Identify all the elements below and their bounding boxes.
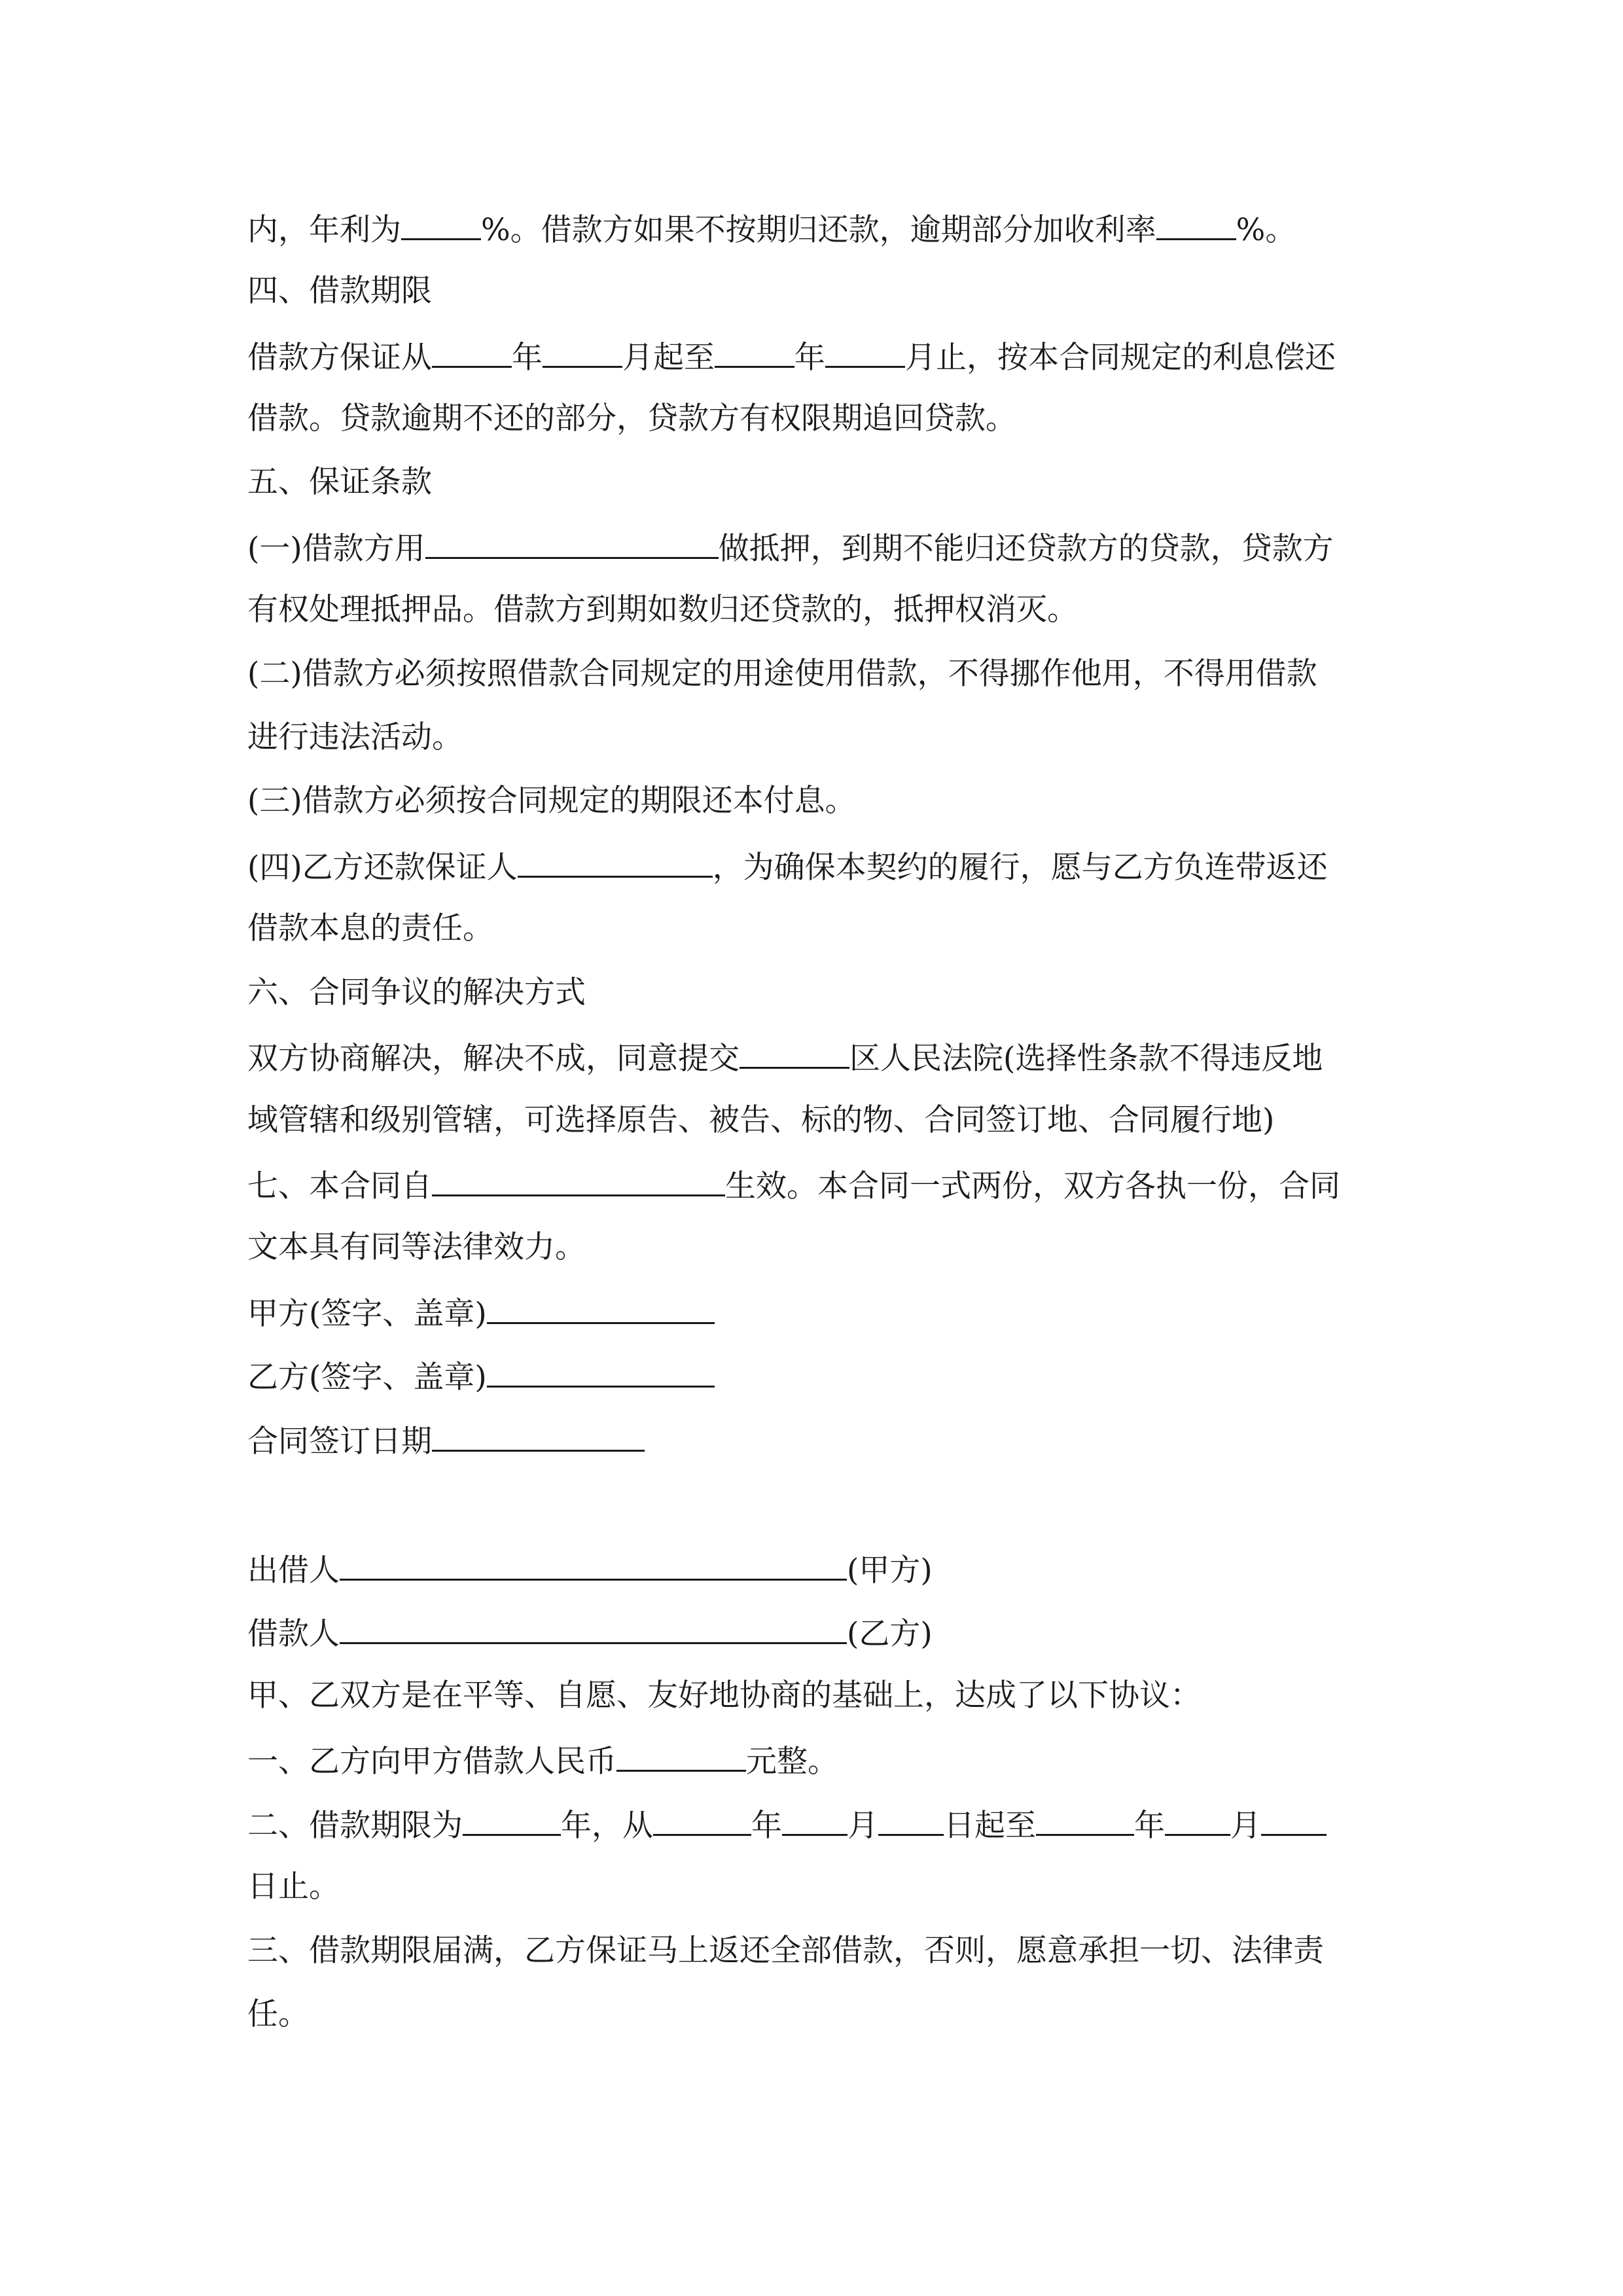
section-heading-guarantee: 五、保证条款 [247, 464, 432, 500]
start-month-blank [543, 336, 622, 368]
clause-court: 双方协商解决，解决不成，同意提交 区人民法院(选择性条款不得违反地 [247, 1037, 1323, 1079]
court-district-blank [740, 1037, 849, 1069]
to-month-blank [1165, 1804, 1230, 1836]
clause-loan-use: (二)借款方必须按照借款合同规定的用途使用借款，不得挪作他用，不得用借款 [247, 656, 1317, 692]
to-year-blank [1036, 1804, 1134, 1836]
overdue-rate-blank [1156, 208, 1236, 240]
paragraph-line: 文本具有同等法律效力。 [247, 1229, 586, 1265]
paragraph-line: 借款本息的责任。 [247, 910, 493, 946]
from-year-blank [653, 1804, 751, 1836]
clause-collateral: (一)借款方用 做抵押，到期不能归还贷款方的贷款，贷款方 [247, 527, 1334, 569]
to-day-blank [1261, 1804, 1327, 1836]
borrower-name-blank [340, 1612, 847, 1644]
end-year-blank [715, 336, 794, 368]
end-month-blank [825, 336, 905, 368]
from-day-blank [878, 1804, 944, 1836]
collateral-blank [425, 527, 719, 559]
loan-amount-blank [616, 1740, 746, 1772]
agreement-intro: 甲、乙双方是在平等、自愿、友好地协商的基础上，达成了以下协议： [247, 1677, 1201, 1713]
paragraph-line: 进行违法活动。 [247, 719, 463, 755]
paragraph-line: 域管辖和级别管辖，可选择原告、被告、标的物、合同签订地、合同履行地) [247, 1102, 1275, 1138]
clause-interest-rate: 内，年利为 %。借款方如果不按期归还款，逾期部分加收利率 %。 [247, 208, 1296, 250]
paragraph-line: 任。 [247, 1996, 309, 2032]
interest-rate-blank [401, 208, 481, 240]
section-heading-disputes: 六、合同争议的解决方式 [247, 975, 586, 1011]
clause-repay-on-time: (三)借款方必须按合同规定的期限还本付息。 [247, 783, 856, 819]
borrower-line: 借款人 (乙方) [247, 1612, 933, 1654]
section-heading-loan-term: 四、借款期限 [247, 273, 432, 309]
party-b-signature-blank [487, 1355, 715, 1388]
lender-line: 出借人 (甲方) [247, 1549, 933, 1590]
guarantor-blank [518, 846, 713, 878]
party-b-signature: 乙方(签字、盖章) [247, 1355, 715, 1397]
clause-return-loan: 三、借款期限届满，乙方保证马上返还全部借款，否则，愿意承担一切、法律责 [247, 1933, 1324, 1969]
clause-loan-amount: 一、乙方向甲方借款人民币 元整。 [247, 1740, 838, 1782]
period-years-blank [463, 1804, 561, 1836]
signing-date-blank [432, 1420, 645, 1452]
party-a-signature: 甲方(签字、盖章) [247, 1292, 715, 1334]
effective-date-blank [432, 1164, 725, 1196]
clause-effective: 七、本合同自 生效。本合同一式两份，双方各执一份，合同 [247, 1164, 1340, 1206]
clause-repayment-period: 借款方保证从 年 月起至 年 月止，按本合同规定的利息偿还 [247, 336, 1336, 378]
signing-date: 合同签订日期 [247, 1420, 645, 1462]
start-year-blank [432, 336, 512, 368]
paragraph-line: 借款。贷款逾期不还的部分，贷款方有权限期追回贷款。 [247, 401, 1016, 437]
lender-name-blank [340, 1549, 847, 1581]
paragraph-line: 有权处理抵押品。借款方到期如数归还贷款的，抵押权消灭。 [247, 592, 1078, 628]
clause-loan-period: 二、借款期限为 年，从 年 月 日起至 年 月 [247, 1804, 1327, 1846]
clause-guarantor: (四)乙方还款保证人 ，为确保本契约的履行，愿与乙方负连带返还 [247, 846, 1328, 888]
from-month-blank [782, 1804, 847, 1836]
paragraph-line: 日止。 [247, 1869, 340, 1905]
party-a-signature-blank [487, 1292, 715, 1324]
